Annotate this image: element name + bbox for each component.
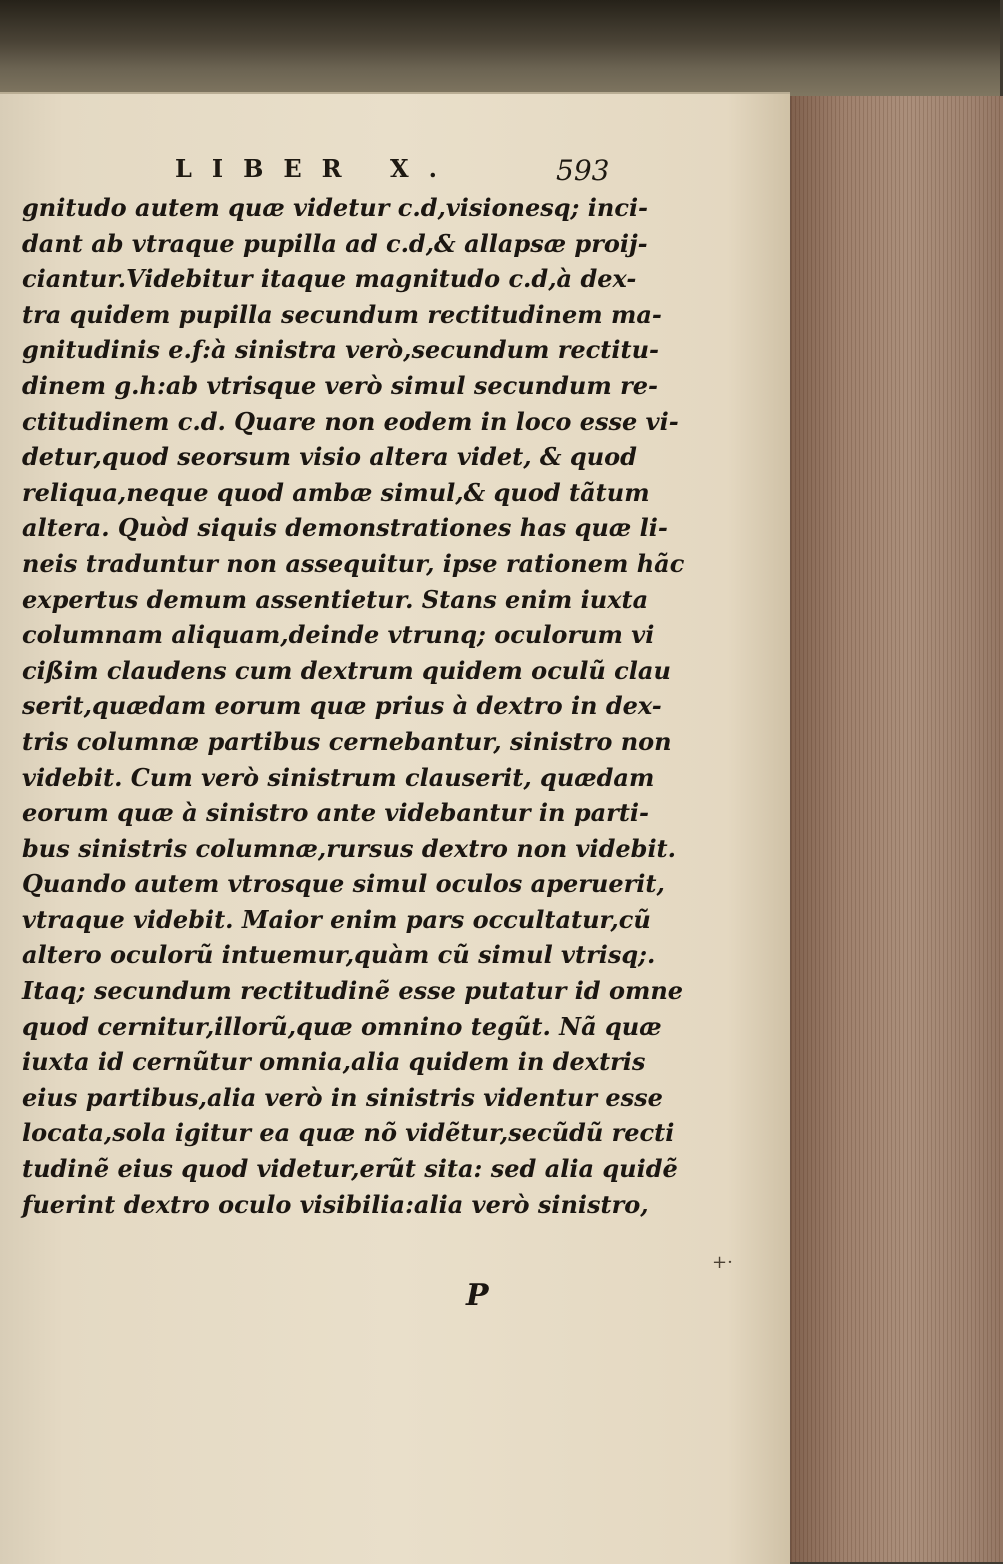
text-line: gnitudinis e.f:à sinistra verò,secundum rectitu- xyxy=(22,335,659,365)
text-line: cißim claudens cum dextrum quidem oculũ clau xyxy=(22,655,671,685)
text-line: videbit. Cum verò sinistrum clauserit, quædam xyxy=(22,762,655,792)
page-number: 593 xyxy=(556,154,610,187)
text-line: gnitudo autem quæ videtur c.d,visionesq; inci- xyxy=(22,193,649,222)
text-line: bus sinistris columnæ,rursus dextro non videbit. xyxy=(22,833,676,863)
text-line: eius partibus,alia verò in sinistris videntur esse xyxy=(22,1082,663,1112)
text-line: dinem g.h:ab vtrisque verò simul secundum re- xyxy=(22,370,658,400)
text-line: detur,quod seorsum visio altera videt, & quod xyxy=(22,442,637,472)
text-line: tra quidem pupilla secundum rectitudinem ma- xyxy=(22,299,662,329)
text-line: fuerint dextro oculo visibilia:alia verò sinistro, xyxy=(22,1189,649,1219)
text-line: locata,sola igitur ea quæ nõ vidẽtur,secũdũ recti xyxy=(22,1118,675,1148)
running-head: LIBER X. xyxy=(175,154,457,183)
text-line: ciantur.Videbitur itaque magnitudo c.d,à dex- xyxy=(22,264,637,294)
body-text xyxy=(22,190,685,1222)
text-line: quod cernitur,illorũ,quæ omnino tegũt. Nã quæ xyxy=(22,1011,662,1041)
text-line: tudinẽ eius quod videtur,erũt sita: sed alia quidẽ xyxy=(22,1154,678,1184)
text-line: Itaq; secundum rectitudinẽ esse putatur id omne xyxy=(22,976,684,1006)
text-line: columnam aliquam,deinde vtrunq; oculorum vi xyxy=(22,620,655,650)
signature-mark: P xyxy=(466,1278,489,1313)
text-line: neis traduntur non assequitur, ipse rationem hãc xyxy=(22,548,685,578)
text-line: dant ab vtraque pupilla ad c.d,& allapsæ proij- xyxy=(22,228,648,258)
text-line: altera. Quòd siquis demonstrationes has quæ li- xyxy=(22,513,668,543)
book-fore-edge xyxy=(788,96,1003,1562)
text-line: tris columnæ partibus cernebantur, sinistro non xyxy=(22,726,672,756)
text-line: altero oculorũ intuemur,quàm cũ simul vtrisq;. xyxy=(22,940,656,970)
text-line: expertus demum assentietur. Stans enim iuxta xyxy=(22,584,649,614)
text-line: vtraque videbit. Maior enim pars occultatur,cũ xyxy=(22,904,651,934)
text-line: eorum quæ à sinistro ante videbantur in parti- xyxy=(22,798,649,828)
text-line: reliqua,neque quod ambæ simul,& quod tãtum xyxy=(22,477,650,507)
margin-mark: +· xyxy=(712,1252,733,1273)
text-line: ctitudinem c.d. Quare non eodem in loco esse vi- xyxy=(22,406,679,436)
text-line: serit,quædam eorum quæ prius à dextro in dex- xyxy=(22,691,662,721)
text-line: Quando autem vtrosque simul oculos aperuerit, xyxy=(22,869,665,899)
text-line: iuxta id cernũtur omnia,alia quidem in dextris xyxy=(22,1047,646,1077)
